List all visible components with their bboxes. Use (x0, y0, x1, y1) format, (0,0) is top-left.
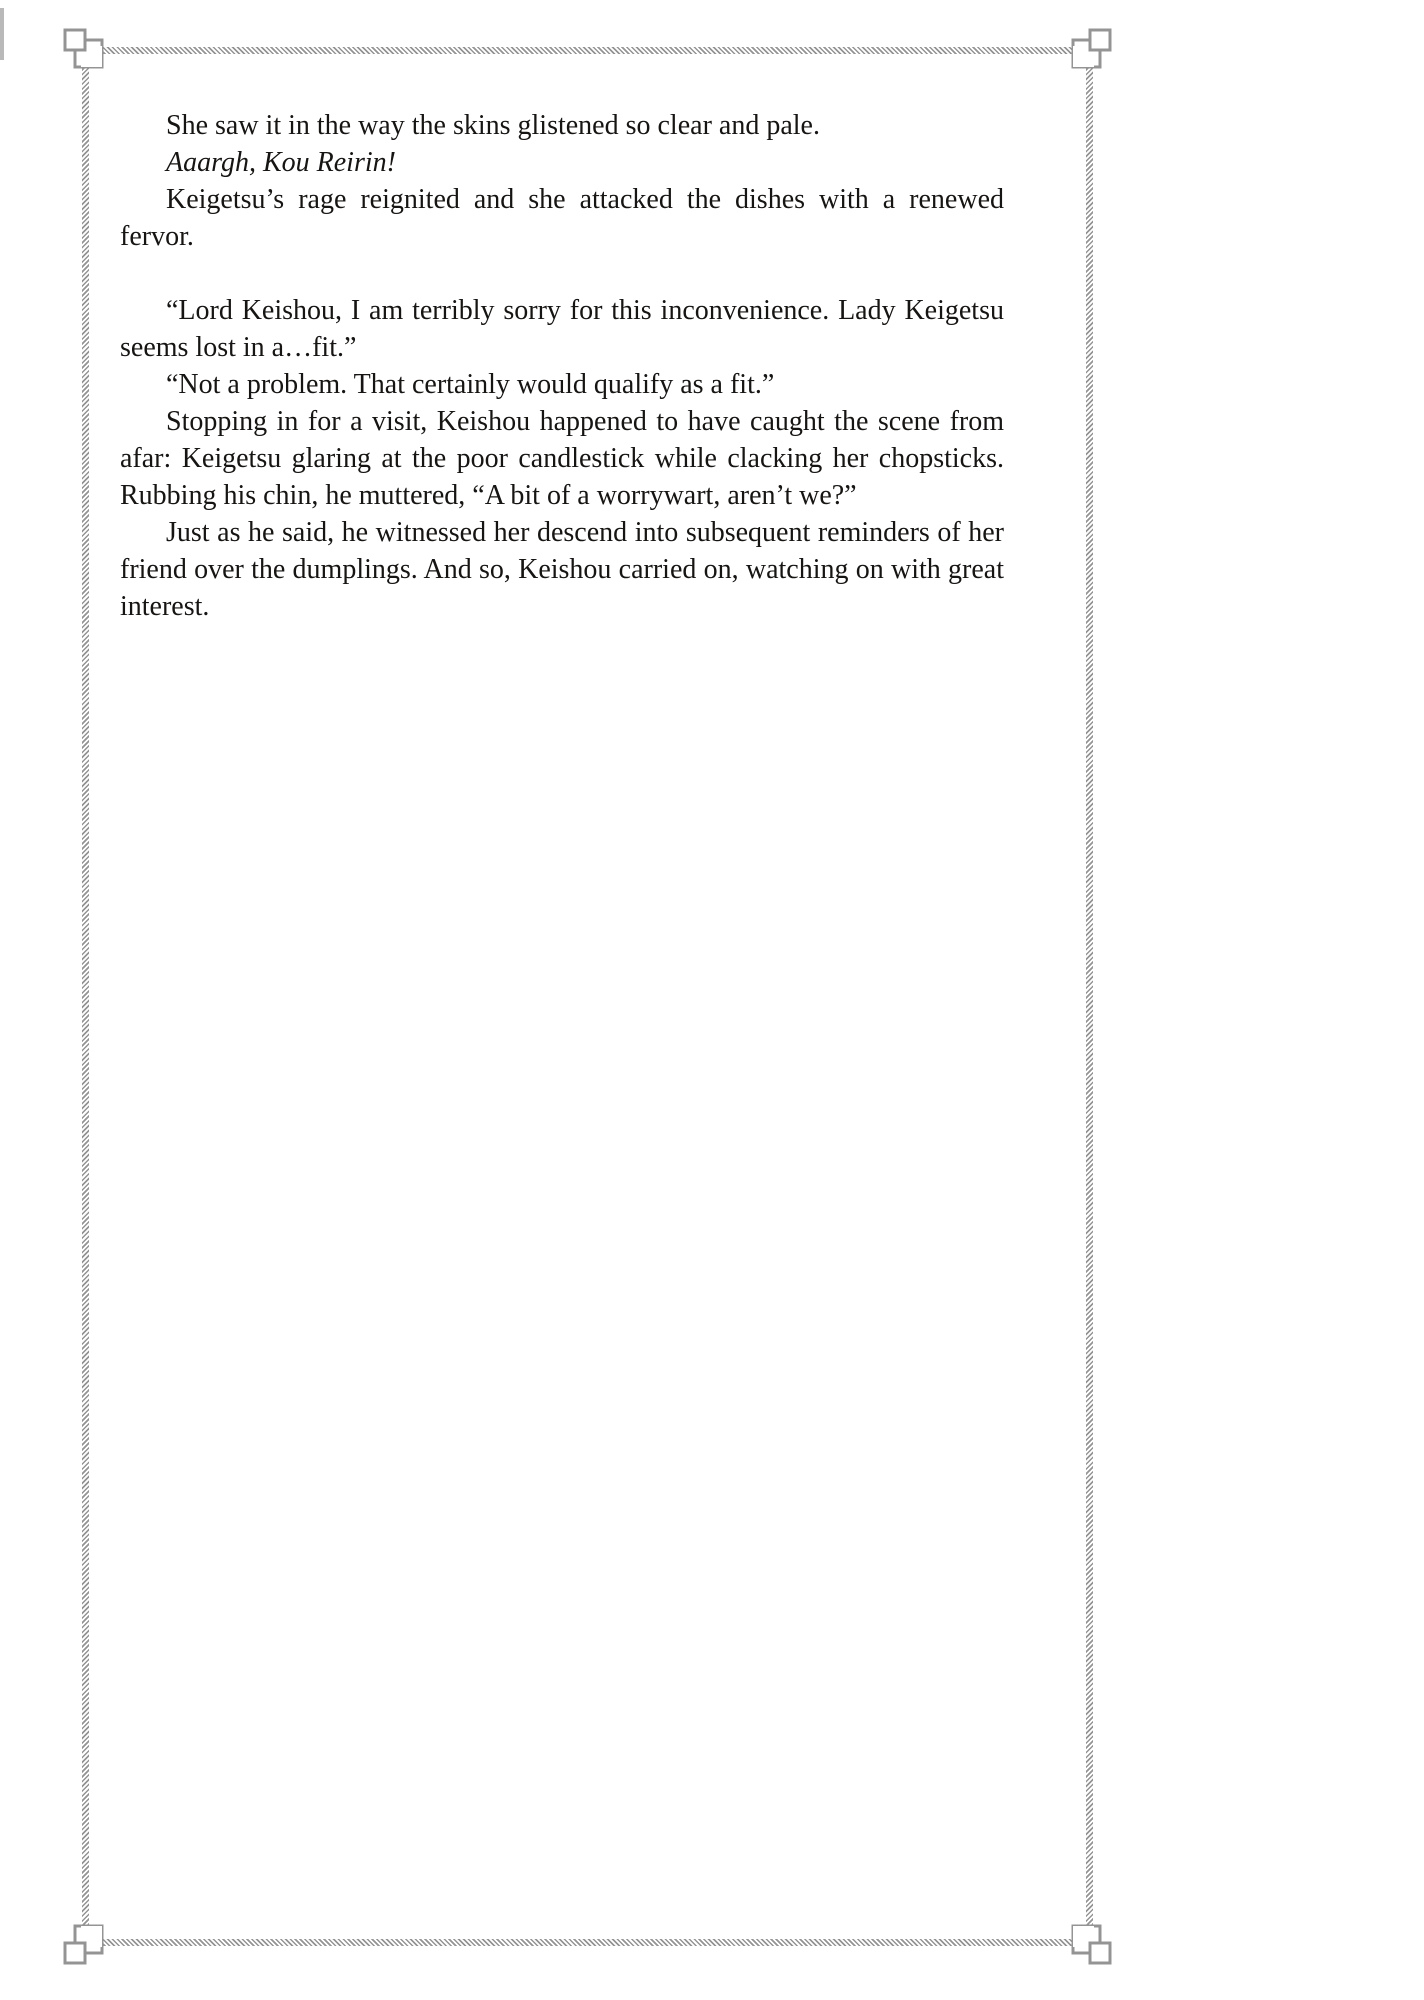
corner-ornament-top-left-icon (60, 25, 110, 75)
text-content (120, 107, 1004, 625)
corner-ornament-bottom-left-icon (60, 1918, 110, 1968)
paragraph-spacer (120, 255, 1004, 292)
paragraph: Stopping in for a visit, Keishou happened to have caught the scene from afar: Keigetsu glaring at the poor candlestick while clacking her chopsticks. Rubbing his chin, he muttered, “A bit of a worrywart, aren’t we?” (120, 406, 1004, 511)
paragraph: Keigetsu’s rage reignited and she attacked the dishes with a renewed fervor. (120, 184, 1004, 252)
paragraph: “Lord Keishou, I am terribly sorry for this inconvenience. Lady Keigetsu seems lost in a…fit.” (120, 295, 1004, 363)
frame-edge-right (1086, 64, 1093, 1929)
frame-edge-bottom (99, 1939, 1076, 1946)
corner-ornament-bottom-right-icon (1065, 1918, 1115, 1968)
frame-edge-left (82, 64, 89, 1929)
frame-edge-top (99, 47, 1076, 54)
paragraph: Aaargh, Kou Reirin! (166, 147, 396, 178)
paragraph: “Not a problem. That certainly would qualify as a fit.” (166, 369, 775, 400)
corner-ornament-top-right-icon (1065, 25, 1115, 75)
paragraph: She saw it in the way the skins glistened so clear and pale. (166, 110, 820, 141)
paragraph: Just as he said, he witnessed her descend into subsequent reminders of her friend over the dumplings. And so, Keishou carried on, watching on with great interest. (120, 517, 1004, 622)
page-edge-artifact (0, 8, 4, 60)
